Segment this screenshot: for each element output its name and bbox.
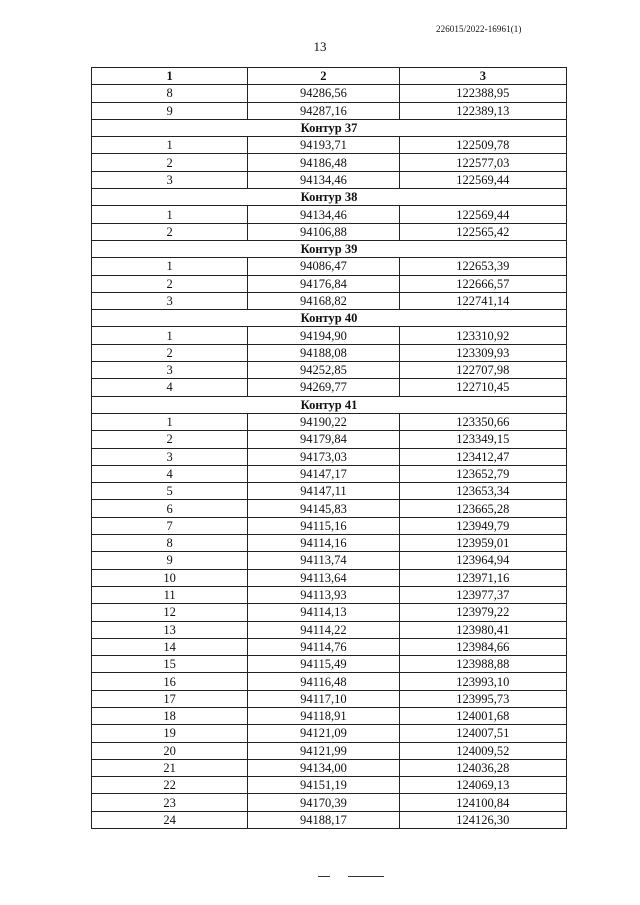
contour-label: Контур 38 <box>92 189 567 206</box>
coordinate-y: 123349,15 <box>399 431 566 448</box>
coordinate-x: 94116,48 <box>248 673 399 690</box>
coordinate-y: 123412,47 <box>399 448 566 465</box>
table-row <box>92 154 567 171</box>
contour-header-row <box>92 396 567 413</box>
coordinate-x: 94114,22 <box>248 621 399 638</box>
contour-label: Контур 39 <box>92 240 567 257</box>
coordinate-x: 94186,48 <box>248 154 399 171</box>
coordinate-x: 94269,77 <box>248 379 399 396</box>
point-number: 3 <box>92 292 248 309</box>
coordinate-y: 123652,79 <box>399 465 566 482</box>
coordinate-y: 123980,41 <box>399 621 566 638</box>
table-row <box>92 707 567 724</box>
table-row <box>92 362 567 379</box>
coordinate-y: 123984,66 <box>399 638 566 655</box>
coordinate-x: 94252,85 <box>248 362 399 379</box>
coordinate-y: 123995,73 <box>399 690 566 707</box>
point-number: 19 <box>92 725 248 742</box>
coordinate-x: 94145,83 <box>248 500 399 517</box>
point-number: 21 <box>92 759 248 776</box>
coordinate-x: 94118,91 <box>248 707 399 724</box>
point-number: 20 <box>92 742 248 759</box>
point-number: 7 <box>92 517 248 534</box>
table-row <box>92 794 567 811</box>
coordinate-x: 94106,88 <box>248 223 399 240</box>
coordinate-x: 94113,93 <box>248 586 399 603</box>
coordinate-y: 123309,93 <box>399 344 566 361</box>
table-row <box>92 725 567 742</box>
coordinate-y: 122569,44 <box>399 171 566 188</box>
coordinate-x: 94134,46 <box>248 206 399 223</box>
contour-header-row <box>92 119 567 136</box>
coordinate-x: 94121,99 <box>248 742 399 759</box>
table-header-row <box>92 68 567 85</box>
coordinate-y: 122577,03 <box>399 154 566 171</box>
point-number: 16 <box>92 673 248 690</box>
coordinates-table <box>91 67 567 829</box>
point-number: 9 <box>92 102 248 119</box>
coordinate-y: 124036,28 <box>399 759 566 776</box>
table-row <box>92 500 567 517</box>
coordinate-y: 123971,16 <box>399 569 566 586</box>
coordinate-y: 123653,34 <box>399 483 566 500</box>
point-number: 1 <box>92 206 248 223</box>
coordinate-x: 94193,71 <box>248 137 399 154</box>
table-row <box>92 586 567 603</box>
point-number: 6 <box>92 500 248 517</box>
coordinate-y: 123350,66 <box>399 413 566 430</box>
coordinate-x: 94179,84 <box>248 431 399 448</box>
contour-label: Контур 37 <box>92 119 567 136</box>
table-row <box>92 690 567 707</box>
coordinate-y: 123979,22 <box>399 604 566 621</box>
table-row <box>92 673 567 690</box>
coordinate-x: 94147,11 <box>248 483 399 500</box>
coordinate-x: 94170,39 <box>248 794 399 811</box>
point-number: 4 <box>92 465 248 482</box>
coordinate-y: 122653,39 <box>399 258 566 275</box>
coordinate-y: 122565,42 <box>399 223 566 240</box>
point-number: 2 <box>92 344 248 361</box>
table-row <box>92 811 567 828</box>
table-row <box>92 465 567 482</box>
point-number: 8 <box>92 535 248 552</box>
coordinate-y: 123993,10 <box>399 673 566 690</box>
table-row <box>92 759 567 776</box>
coordinate-y: 122710,45 <box>399 379 566 396</box>
point-number: 2 <box>92 275 248 292</box>
table-row <box>92 517 567 534</box>
coordinate-x: 94115,16 <box>248 517 399 534</box>
coordinate-x: 94117,10 <box>248 690 399 707</box>
coordinate-x: 94113,74 <box>248 552 399 569</box>
point-number: 1 <box>92 413 248 430</box>
point-number: 2 <box>92 154 248 171</box>
coordinate-x: 94194,90 <box>248 327 399 344</box>
coordinate-y: 124069,13 <box>399 777 566 794</box>
table-row <box>92 137 567 154</box>
coordinate-y: 123310,92 <box>399 327 566 344</box>
coordinate-y: 124126,30 <box>399 811 566 828</box>
point-number: 8 <box>92 85 248 102</box>
coordinate-y: 123977,37 <box>399 586 566 603</box>
table-row <box>92 621 567 638</box>
point-number: 24 <box>92 811 248 828</box>
coordinate-y: 122509,78 <box>399 137 566 154</box>
point-number: 11 <box>92 586 248 603</box>
table-row <box>92 275 567 292</box>
table-row <box>92 483 567 500</box>
table-row <box>92 223 567 240</box>
coordinate-y: 123988,88 <box>399 656 566 673</box>
table-row <box>92 206 567 223</box>
coordinate-y: 123665,28 <box>399 500 566 517</box>
document-id: 226015/2022-16961(1) <box>436 24 522 34</box>
point-number: 1 <box>92 258 248 275</box>
coordinate-x: 94115,49 <box>248 656 399 673</box>
contour-header-row <box>92 240 567 257</box>
coordinate-x: 94173,03 <box>248 448 399 465</box>
coordinate-x: 94134,46 <box>248 171 399 188</box>
coordinate-y: 124009,52 <box>399 742 566 759</box>
table-row <box>92 413 567 430</box>
point-number: 22 <box>92 777 248 794</box>
coordinate-y: 123959,01 <box>399 535 566 552</box>
coordinate-y: 122389,13 <box>399 102 566 119</box>
coordinate-y: 123964,94 <box>399 552 566 569</box>
coordinate-x: 94188,17 <box>248 811 399 828</box>
coordinate-x: 94168,82 <box>248 292 399 309</box>
coordinate-y: 124100,84 <box>399 794 566 811</box>
point-number: 3 <box>92 171 248 188</box>
point-number: 18 <box>92 707 248 724</box>
point-number: 2 <box>92 431 248 448</box>
page-mark <box>318 876 330 877</box>
table-row <box>92 327 567 344</box>
table-row <box>92 604 567 621</box>
point-number: 13 <box>92 621 248 638</box>
point-number: 10 <box>92 569 248 586</box>
coordinate-x: 94114,13 <box>248 604 399 621</box>
contour-label: Контур 40 <box>92 310 567 327</box>
coordinate-x: 94190,22 <box>248 413 399 430</box>
column-header: 3 <box>399 68 566 85</box>
coordinate-y: 122569,44 <box>399 206 566 223</box>
coordinate-y: 123949,79 <box>399 517 566 534</box>
point-number: 17 <box>92 690 248 707</box>
coordinate-y: 122388,95 <box>399 85 566 102</box>
point-number: 3 <box>92 448 248 465</box>
coordinate-x: 94147,17 <box>248 465 399 482</box>
table-row <box>92 535 567 552</box>
coordinate-x: 94188,08 <box>248 344 399 361</box>
contour-header-row <box>92 310 567 327</box>
point-number: 3 <box>92 362 248 379</box>
point-number: 5 <box>92 483 248 500</box>
coordinate-x: 94121,09 <box>248 725 399 742</box>
point-number: 15 <box>92 656 248 673</box>
column-header: 1 <box>92 68 248 85</box>
coordinate-x: 94113,64 <box>248 569 399 586</box>
point-number: 23 <box>92 794 248 811</box>
page-number: 13 <box>313 39 327 54</box>
coordinate-x: 94134,00 <box>248 759 399 776</box>
coordinate-y: 122666,57 <box>399 275 566 292</box>
point-number: 2 <box>92 223 248 240</box>
coordinate-y: 124007,51 <box>399 725 566 742</box>
table-row <box>92 742 567 759</box>
table-row <box>92 379 567 396</box>
table-row <box>92 569 567 586</box>
table-row <box>92 85 567 102</box>
coordinate-x: 94151,19 <box>248 777 399 794</box>
point-number: 14 <box>92 638 248 655</box>
coordinate-x: 94287,16 <box>248 102 399 119</box>
point-number: 9 <box>92 552 248 569</box>
point-number: 1 <box>92 137 248 154</box>
coordinate-x: 94176,84 <box>248 275 399 292</box>
coordinate-x: 94086,47 <box>248 258 399 275</box>
table-row <box>92 448 567 465</box>
coordinate-x: 94114,16 <box>248 535 399 552</box>
table-row <box>92 431 567 448</box>
coordinate-y: 122707,98 <box>399 362 566 379</box>
coordinate-y: 124001,68 <box>399 707 566 724</box>
column-header: 2 <box>248 68 399 85</box>
table-row <box>92 638 567 655</box>
point-number: 4 <box>92 379 248 396</box>
table-row <box>92 344 567 361</box>
point-number: 1 <box>92 327 248 344</box>
point-number: 12 <box>92 604 248 621</box>
table-row <box>92 171 567 188</box>
table-row <box>92 102 567 119</box>
contour-label: Контур 41 <box>92 396 567 413</box>
table-row <box>92 292 567 309</box>
coordinate-x: 94286,56 <box>248 85 399 102</box>
table-row <box>92 777 567 794</box>
coordinate-y: 122741,14 <box>399 292 566 309</box>
coordinate-x: 94114,76 <box>248 638 399 655</box>
contour-header-row <box>92 189 567 206</box>
table-row <box>92 552 567 569</box>
page-mark <box>348 876 384 877</box>
table-row <box>92 656 567 673</box>
table-row <box>92 258 567 275</box>
